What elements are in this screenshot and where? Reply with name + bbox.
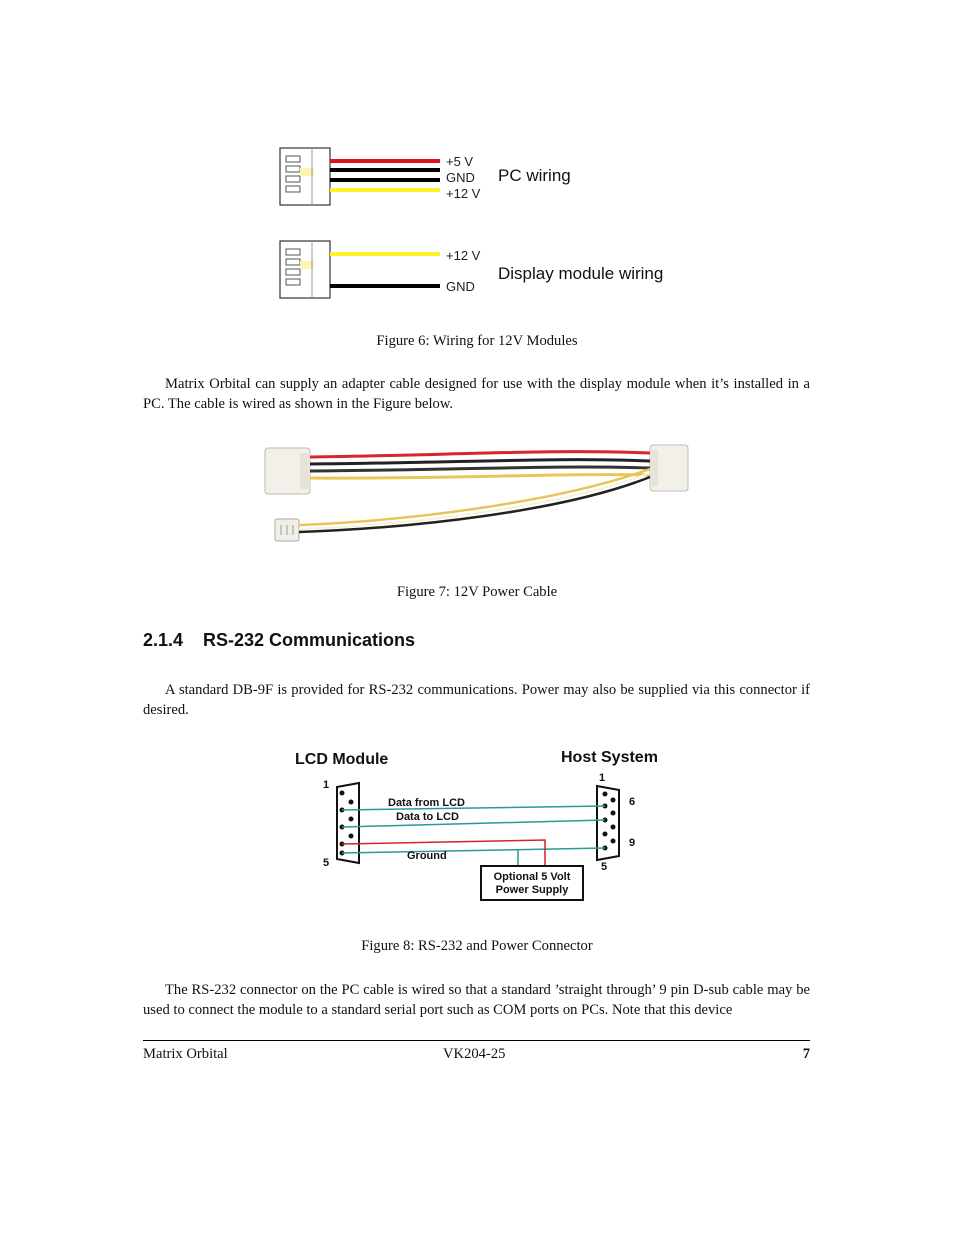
host-pin-9: 9 (629, 837, 636, 849)
label-data-from-lcd: Data from LCD (388, 797, 466, 809)
lcd-pin-5: 5 (323, 857, 330, 869)
wire-data-from-lcd (342, 806, 605, 810)
page-number: 7 (802, 1046, 810, 1062)
figure-7-power-cable-photo (255, 433, 705, 548)
host-pin-5: 5 (601, 861, 608, 873)
footer-left: Matrix Orbital (143, 1046, 228, 1062)
host-pin-1: 1 (599, 772, 606, 784)
section-title: RS-232 Communications (203, 630, 416, 650)
figure-8-caption: Figure 8: RS-232 and Power Connector (361, 938, 593, 954)
wire-ground (342, 848, 605, 853)
figure-7-caption: Figure 7: 12V Power Cable (396, 584, 558, 600)
psu-label-line2: Power Supply (495, 884, 569, 896)
figure-6-caption: Figure 6: Wiring for 12V Modules (376, 333, 578, 349)
label-data-to-lcd: Data to LCD (396, 811, 459, 823)
display-label-gnd: GND (446, 279, 475, 294)
wire-data-to-lcd (342, 820, 605, 827)
pc-label-12v: +12 V (446, 186, 481, 201)
host-pin-6: 6 (629, 796, 636, 808)
pc-label-gnd: GND (446, 170, 475, 185)
pc-wiring-title: PC wiring (498, 166, 571, 185)
page-footer (143, 1040, 810, 1069)
small-3pin-connector (275, 519, 299, 541)
psu-label-line1: Optional 5 Volt (493, 871, 571, 883)
lcd-pin-1: 1 (323, 779, 330, 791)
left-molex-connector (265, 448, 310, 494)
host-system-title: Host System (561, 749, 658, 766)
right-molex-connector (650, 445, 688, 491)
paragraph-adapter-cable: Matrix Orbital can supply an adapter cable designed for use with the display module when it’s installed in a PC. The cable is wired as shown in the Figure below. (143, 376, 810, 412)
lcd-db9-connector (337, 783, 359, 863)
figure-8-rs232-diagram (285, 740, 675, 908)
label-ground: Ground (407, 850, 447, 862)
pc-label-5v: +5 V (446, 154, 474, 169)
footer-center: VK204-25 (443, 1046, 506, 1062)
section-number: 2.1.4 (143, 630, 184, 650)
display-connector (280, 241, 330, 298)
section-heading (143, 630, 415, 651)
pc-connector (280, 148, 330, 205)
figure-6-wiring-diagram (270, 140, 690, 310)
display-label-12v: +12 V (446, 248, 481, 263)
paragraph-db9: A standard DB-9F is provided for RS-232 communications. Power may also be supplied via this connector if desired. (143, 682, 810, 718)
display-wiring-title: Display module wiring (498, 264, 664, 283)
paragraph-straight-through: The RS-232 connector on the PC cable is wired so that a standard ’straight through’ 9 pin D-sub cable may be used to connect the module to a standard serial port such as COM ports on PCs. Note that this device (143, 982, 810, 1018)
lcd-module-title: LCD Module (295, 751, 389, 768)
host-db9-connector (597, 786, 619, 860)
